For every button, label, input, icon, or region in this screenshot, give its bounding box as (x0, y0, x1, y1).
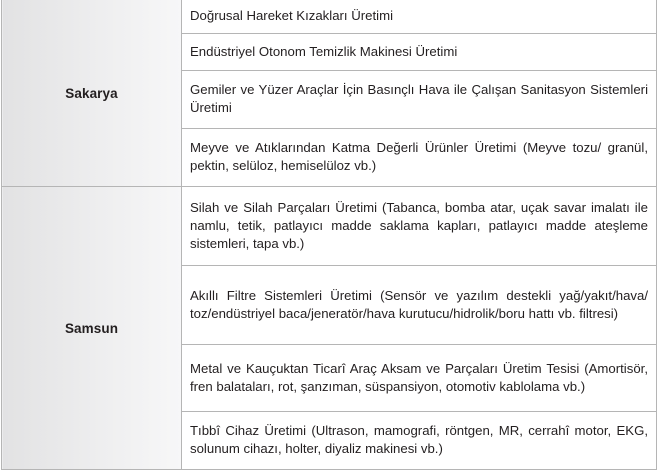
item-text: Endüstriyel Otonom Temizlik Makinesi Üretimi (190, 43, 458, 59)
investment-table (1, 0, 657, 470)
table-row (2, 0, 657, 34)
item-text: Gemiler ve Yüzer Araçlar İçin Basınçlı Hava ile Çalışan Sanitasyon Sistemleri Üretimi (190, 82, 648, 115)
item-text: Doğrusal Hareket Kızakları Üretimi (190, 8, 394, 23)
item-cell (182, 266, 657, 345)
item-text: Metal ve Kauçuktan Ticarî Araç Aksam ve Parçaları Üretim Tesisi (Amortisör, fren balataları, rot, şanzıman, süspansiyon, otomotiv kablolama vb.) (190, 360, 648, 394)
province-cell-samsun: Samsun (2, 187, 182, 470)
item-text: Akıllı Filtre Sistemleri Üretimi (Sensör ve yazılım destekli yağ/yakıt/hava/ toz/endüstriyel baca/jeneratör/hava kurutucu/hidrolik/boru hattı vb. filtresi) (190, 287, 648, 321)
item-cell (182, 187, 657, 266)
item-cell (182, 345, 657, 412)
item-text: Meyve ve Atıklarından Katma Değerli Ürünler Üretimi (Meyve tozu/ granül, pektin, selüloz, hemiselüloz vb.) (190, 140, 648, 173)
item-cell (182, 0, 657, 34)
item-text: Silah ve Silah Parçaları Üretimi (Tabanca, bomba atar, uçak savar imalatı ile namlu, tetik, patlayıcı madde saklama kapları, patlayıcı madde ateşleme sistemleri, tapa vb.) (190, 199, 648, 251)
item-cell (182, 71, 657, 129)
table-row (2, 187, 657, 266)
item-text: Tıbbî Cihaz Üretimi (Ultrason, mamografi, röntgen, MR, cerrahî motor, EKG, solunum cihazı, holter, diyaliz makinesi vb.) (190, 423, 648, 456)
item-cell (182, 34, 657, 71)
item-cell (182, 412, 657, 470)
item-cell (182, 129, 657, 187)
province-cell-sakarya: Sakarya (2, 0, 182, 187)
